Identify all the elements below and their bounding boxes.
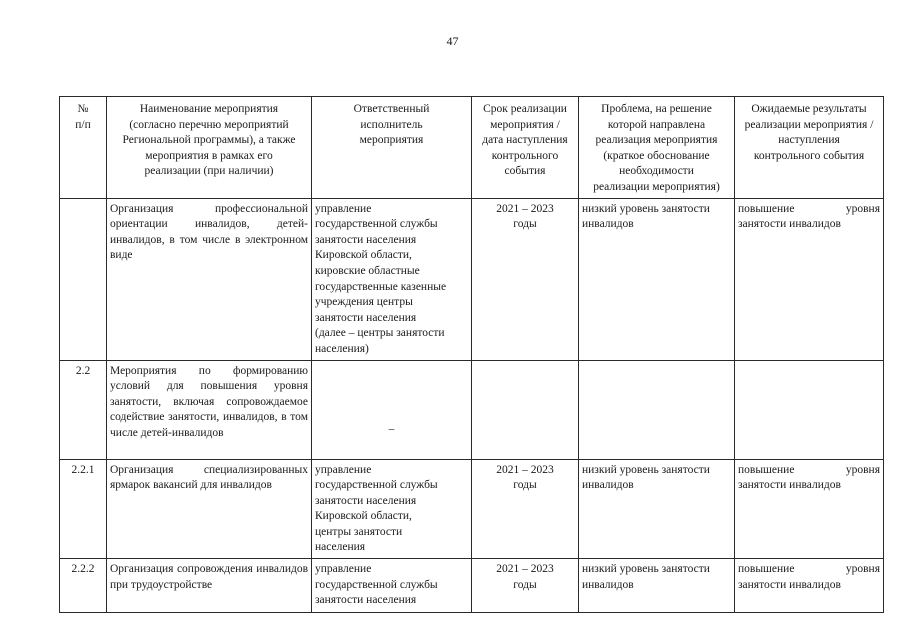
responsible-executor-cell — [312, 360, 472, 459]
table-row — [60, 459, 884, 559]
problem-description — [579, 360, 735, 459]
responsible-executor: управление государственной службы занятости населения Кировской области, кировские областные государственные казенные учреждения центры занятости населения (далее – центры занятости населения) — [312, 198, 472, 360]
column-header-expected-result: Ожидаемые результаты реализации мероприятия / наступления контрольного события — [735, 97, 884, 199]
row-number: 2.2 — [60, 360, 107, 459]
table-row — [60, 360, 884, 459]
implementation-term: 2021 – 2023 годы — [472, 198, 579, 360]
table-row — [60, 198, 884, 360]
responsible-executor: управление государственной службы занятости населения Кировской области, центры занятости населения — [312, 459, 472, 559]
implementation-term: 2021 – 2023 годы — [472, 559, 579, 613]
responsible-executor: управление государственной службы занятости населения — [312, 559, 472, 613]
event-name: Организация специализированных ярмарок вакансий для инвалидов — [107, 459, 312, 559]
column-header-term: Срок реализации мероприятия / дата наступления контрольного события — [472, 97, 579, 199]
page-number: 47 — [446, 34, 459, 48]
event-name: Организация профессиональной ориентации инвалидов, детей-инвалидов, в том числе в электронном виде — [107, 198, 312, 360]
row-number: 2.2.2 — [60, 559, 107, 613]
table-header-row — [60, 97, 884, 199]
implementation-term: 2021 – 2023 годы — [472, 459, 579, 559]
responsible-executor: – — [388, 422, 395, 435]
expected-result — [735, 360, 884, 459]
expected-result: повышение уровня занятости инвалидов — [735, 198, 884, 360]
row-number: 2.2.1 — [60, 459, 107, 559]
problem-description: низкий уровень занятости инвалидов — [579, 198, 735, 360]
row-number — [60, 198, 107, 360]
events-table — [59, 96, 884, 613]
event-name: Организация сопровождения инвалидов при трудоустройстве — [107, 559, 312, 613]
column-header-number: № п/п — [60, 97, 107, 199]
column-header-problem: Проблема, на решение которой направлена реализация мероприятия (краткое обоснование необходимости реализации мероприятия) — [579, 97, 735, 199]
column-header-responsible: Ответственный исполнитель мероприятия — [312, 97, 472, 199]
expected-result: повышение уровня занятости инвалидов — [735, 559, 884, 613]
table-row — [60, 559, 884, 613]
problem-description: низкий уровень занятости инвалидов — [579, 559, 735, 613]
implementation-term — [472, 360, 579, 459]
column-header-event-name: Наименование мероприятия (согласно перечню мероприятий Региональной программы), а также мероприятия в рамках его реализации (при наличии) — [107, 97, 312, 199]
expected-result: повышение уровня занятости инвалидов — [735, 459, 884, 559]
event-name: Мероприятия по формированию условий для повышения уровня занятости, включая сопровождаемое содействие занятости, инвалидов, в том числе детей-инвалидов — [107, 360, 312, 459]
problem-description: низкий уровень занятости инвалидов — [579, 459, 735, 559]
